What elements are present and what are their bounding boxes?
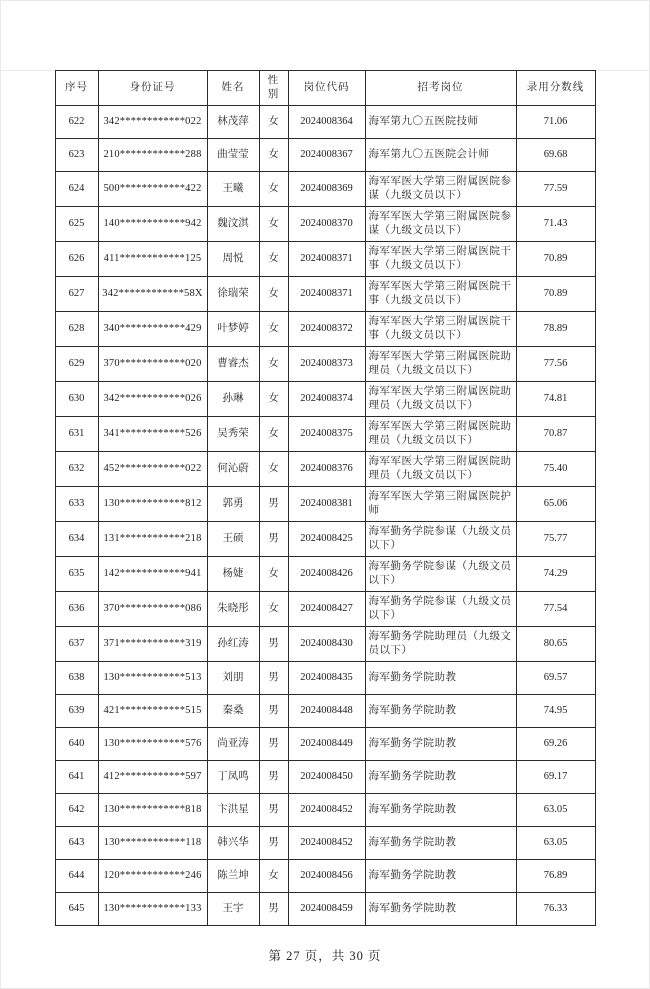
cell-index: 628 xyxy=(55,312,98,347)
cell-index: 627 xyxy=(55,277,98,312)
cell-score: 80.65 xyxy=(516,627,595,662)
cell-gender: 男 xyxy=(259,695,288,728)
cell-position: 海军军医大学第三附属医院干事（九级文员以下） xyxy=(365,277,516,312)
cell-position: 海军勤务学院助教 xyxy=(365,695,516,728)
cell-index: 638 xyxy=(55,662,98,695)
cell-gender: 女 xyxy=(259,139,288,172)
cell-score: 76.89 xyxy=(516,860,595,893)
table-row xyxy=(55,242,595,277)
cell-name: 周悦 xyxy=(207,242,259,277)
table-row xyxy=(55,487,595,522)
header-index: 序号 xyxy=(55,71,98,106)
cell-position-code: 2024008371 xyxy=(288,277,365,312)
cell-gender: 男 xyxy=(259,627,288,662)
cell-id-number: 500************422 xyxy=(98,172,207,207)
cell-position-code: 2024008426 xyxy=(288,557,365,592)
cell-id-number: 342************58X xyxy=(98,277,207,312)
table-row xyxy=(55,695,595,728)
cell-name: 韩兴华 xyxy=(207,827,259,860)
cell-index: 639 xyxy=(55,695,98,728)
cell-position-code: 2024008425 xyxy=(288,522,365,557)
cell-gender: 女 xyxy=(259,242,288,277)
cell-index: 644 xyxy=(55,860,98,893)
table-row xyxy=(55,452,595,487)
cell-position: 海军军医大学第三附属医院助理员（九级文员以下） xyxy=(365,452,516,487)
cell-position-code: 2024008435 xyxy=(288,662,365,695)
cell-index: 622 xyxy=(55,106,98,139)
table-row xyxy=(55,893,595,926)
cell-index: 635 xyxy=(55,557,98,592)
cell-id-number: 371************319 xyxy=(98,627,207,662)
cell-id-number: 342************026 xyxy=(98,382,207,417)
cell-id-number: 452************022 xyxy=(98,452,207,487)
cell-position-code: 2024008375 xyxy=(288,417,365,452)
cell-gender: 女 xyxy=(259,277,288,312)
header-score: 录用分数线 xyxy=(516,71,595,106)
header-position-code: 岗位代码 xyxy=(288,71,365,106)
table-row xyxy=(55,557,595,592)
table-body xyxy=(55,106,595,926)
header-name: 姓名 xyxy=(207,71,259,106)
cell-position: 海军勤务学院参谋（九级文员以下） xyxy=(365,557,516,592)
cell-id-number: 120************246 xyxy=(98,860,207,893)
cell-position-code: 2024008459 xyxy=(288,893,365,926)
cell-gender: 男 xyxy=(259,662,288,695)
cell-id-number: 342************022 xyxy=(98,106,207,139)
table-row xyxy=(55,347,595,382)
cell-id-number: 210************288 xyxy=(98,139,207,172)
cell-name: 王宇 xyxy=(207,893,259,926)
cell-name: 陈兰坤 xyxy=(207,860,259,893)
cell-gender: 女 xyxy=(259,207,288,242)
cell-position-code: 2024008372 xyxy=(288,312,365,347)
cell-index: 645 xyxy=(55,893,98,926)
cell-score: 63.05 xyxy=(516,794,595,827)
cell-position: 海军勤务学院助教 xyxy=(365,728,516,761)
cell-name: 秦桑 xyxy=(207,695,259,728)
cell-name: 王硕 xyxy=(207,522,259,557)
table-row xyxy=(55,417,595,452)
cell-name: 曲莹莹 xyxy=(207,139,259,172)
cell-position: 海军军医大学第三附属医院干事（九级文员以下） xyxy=(365,242,516,277)
cell-score: 77.54 xyxy=(516,592,595,627)
cell-position: 海军勤务学院助教 xyxy=(365,893,516,926)
cell-name: 郭勇 xyxy=(207,487,259,522)
cell-gender: 女 xyxy=(259,452,288,487)
cell-name: 卞洪星 xyxy=(207,794,259,827)
cell-position: 海军勤务学院参谋（九级文员以下） xyxy=(365,522,516,557)
cell-name: 刘朋 xyxy=(207,662,259,695)
cell-index: 632 xyxy=(55,452,98,487)
cell-index: 640 xyxy=(55,728,98,761)
cell-score: 78.89 xyxy=(516,312,595,347)
cell-index: 624 xyxy=(55,172,98,207)
cell-position: 海军第九〇五医院技师 xyxy=(365,106,516,139)
cell-position: 海军军医大学第三附属医院干事（九级文员以下） xyxy=(365,312,516,347)
cell-index: 634 xyxy=(55,522,98,557)
cell-gender: 女 xyxy=(259,557,288,592)
cell-gender: 女 xyxy=(259,417,288,452)
cell-score: 71.06 xyxy=(516,106,595,139)
cell-score: 76.33 xyxy=(516,893,595,926)
cell-score: 63.05 xyxy=(516,827,595,860)
cell-index: 626 xyxy=(55,242,98,277)
cell-id-number: 130************513 xyxy=(98,662,207,695)
cell-position: 海军军医大学第三附属医院参谋（九级文员以下） xyxy=(365,172,516,207)
cell-score: 77.56 xyxy=(516,347,595,382)
cell-score: 69.17 xyxy=(516,761,595,794)
cell-gender: 女 xyxy=(259,347,288,382)
cell-id-number: 370************086 xyxy=(98,592,207,627)
cell-position-code: 2024008452 xyxy=(288,827,365,860)
table-row xyxy=(55,827,595,860)
cell-id-number: 131************218 xyxy=(98,522,207,557)
cell-id-number: 140************942 xyxy=(98,207,207,242)
cell-id-number: 411************125 xyxy=(98,242,207,277)
page-number-footer: 第 27 页，共 30 页 xyxy=(268,949,382,963)
cell-gender: 女 xyxy=(259,860,288,893)
cell-position: 海军军医大学第三附属医院助理员（九级文员以下） xyxy=(365,417,516,452)
document-page xyxy=(0,70,650,989)
table-row xyxy=(55,312,595,347)
cell-name: 林茂萍 xyxy=(207,106,259,139)
table-row xyxy=(55,761,595,794)
cell-position: 海军勤务学院助教 xyxy=(365,860,516,893)
cell-position: 海军勤务学院参谋（九级文员以下） xyxy=(365,592,516,627)
cell-position-code: 2024008456 xyxy=(288,860,365,893)
cell-score: 71.43 xyxy=(516,207,595,242)
cell-id-number: 370************020 xyxy=(98,347,207,382)
cell-index: 642 xyxy=(55,794,98,827)
cell-gender: 女 xyxy=(259,106,288,139)
table-row xyxy=(55,106,595,139)
cell-position: 海军军医大学第三附属医院助理员（九级文员以下） xyxy=(365,347,516,382)
cell-gender: 男 xyxy=(259,728,288,761)
cell-position-code: 2024008427 xyxy=(288,592,365,627)
table-row xyxy=(55,860,595,893)
cell-gender: 男 xyxy=(259,522,288,557)
cell-score: 70.89 xyxy=(516,277,595,312)
cell-score: 70.87 xyxy=(516,417,595,452)
cell-gender: 男 xyxy=(259,827,288,860)
cell-index: 630 xyxy=(55,382,98,417)
cell-gender: 女 xyxy=(259,312,288,347)
cell-id-number: 130************576 xyxy=(98,728,207,761)
cell-name: 魏汶淇 xyxy=(207,207,259,242)
cell-score: 69.26 xyxy=(516,728,595,761)
cell-position-code: 2024008373 xyxy=(288,347,365,382)
table-row xyxy=(55,382,595,417)
cell-name: 徐瑞荣 xyxy=(207,277,259,312)
cell-position-code: 2024008367 xyxy=(288,139,365,172)
cell-position: 海军勤务学院助教 xyxy=(365,827,516,860)
cell-id-number: 341************526 xyxy=(98,417,207,452)
cell-position: 海军军医大学第三附属医院助理员（九级文员以下） xyxy=(365,382,516,417)
cell-name: 孙琳 xyxy=(207,382,259,417)
cell-index: 636 xyxy=(55,592,98,627)
cell-position-code: 2024008449 xyxy=(288,728,365,761)
cell-index: 631 xyxy=(55,417,98,452)
cell-score: 74.29 xyxy=(516,557,595,592)
table-row xyxy=(55,794,595,827)
cell-position-code: 2024008430 xyxy=(288,627,365,662)
cell-name: 尚亚涛 xyxy=(207,728,259,761)
cell-name: 杨婕 xyxy=(207,557,259,592)
score-table xyxy=(55,70,596,926)
cell-position: 海军第九〇五医院会计师 xyxy=(365,139,516,172)
cell-gender: 男 xyxy=(259,761,288,794)
cell-id-number: 142************941 xyxy=(98,557,207,592)
table-header-row xyxy=(55,71,595,106)
cell-gender: 男 xyxy=(259,794,288,827)
table-row xyxy=(55,627,595,662)
cell-gender: 女 xyxy=(259,592,288,627)
cell-position: 海军军医大学第三附属医院护师 xyxy=(365,487,516,522)
cell-position: 海军勤务学院助教 xyxy=(365,761,516,794)
cell-name: 朱晓彤 xyxy=(207,592,259,627)
cell-position-code: 2024008374 xyxy=(288,382,365,417)
cell-position-code: 2024008450 xyxy=(288,761,365,794)
cell-score: 74.81 xyxy=(516,382,595,417)
cell-position-code: 2024008371 xyxy=(288,242,365,277)
cell-position: 海军勤务学院助教 xyxy=(365,662,516,695)
header-id-number: 身份证号 xyxy=(98,71,207,106)
table-row xyxy=(55,207,595,242)
cell-position: 海军勤务学院助理员（九级文员以下） xyxy=(365,627,516,662)
cell-position-code: 2024008364 xyxy=(288,106,365,139)
cell-score: 69.68 xyxy=(516,139,595,172)
cell-index: 629 xyxy=(55,347,98,382)
cell-index: 637 xyxy=(55,627,98,662)
cell-position-code: 2024008452 xyxy=(288,794,365,827)
cell-position-code: 2024008381 xyxy=(288,487,365,522)
cell-score: 65.06 xyxy=(516,487,595,522)
table-row xyxy=(55,277,595,312)
cell-index: 641 xyxy=(55,761,98,794)
cell-score: 77.59 xyxy=(516,172,595,207)
cell-score: 75.77 xyxy=(516,522,595,557)
cell-gender: 男 xyxy=(259,487,288,522)
cell-score: 75.40 xyxy=(516,452,595,487)
cell-name: 王曦 xyxy=(207,172,259,207)
cell-score: 69.57 xyxy=(516,662,595,695)
cell-id-number: 130************133 xyxy=(98,893,207,926)
cell-id-number: 412************597 xyxy=(98,761,207,794)
cell-index: 633 xyxy=(55,487,98,522)
cell-id-number: 130************812 xyxy=(98,487,207,522)
cell-index: 643 xyxy=(55,827,98,860)
cell-name: 何沁蔚 xyxy=(207,452,259,487)
cell-score: 74.95 xyxy=(516,695,595,728)
table-row xyxy=(55,139,595,172)
header-gender: 性别 xyxy=(259,71,288,106)
cell-gender: 男 xyxy=(259,893,288,926)
cell-id-number: 130************118 xyxy=(98,827,207,860)
cell-position: 海军勤务学院助教 xyxy=(365,794,516,827)
table-row xyxy=(55,592,595,627)
table-row xyxy=(55,728,595,761)
cell-name: 曹睿杰 xyxy=(207,347,259,382)
cell-id-number: 340************429 xyxy=(98,312,207,347)
header-position: 招考岗位 xyxy=(365,71,516,106)
cell-position-code: 2024008376 xyxy=(288,452,365,487)
cell-position: 海军军医大学第三附属医院参谋（九级文员以下） xyxy=(365,207,516,242)
table-row xyxy=(55,172,595,207)
cell-id-number: 421************515 xyxy=(98,695,207,728)
cell-index: 625 xyxy=(55,207,98,242)
cell-gender: 女 xyxy=(259,172,288,207)
cell-position-code: 2024008448 xyxy=(288,695,365,728)
cell-name: 丁凤鸣 xyxy=(207,761,259,794)
table-row xyxy=(55,662,595,695)
cell-name: 孙红涛 xyxy=(207,627,259,662)
cell-name: 吴秀荣 xyxy=(207,417,259,452)
cell-gender: 女 xyxy=(259,382,288,417)
cell-score: 70.89 xyxy=(516,242,595,277)
table-row xyxy=(55,522,595,557)
cell-position-code: 2024008370 xyxy=(288,207,365,242)
cell-name: 叶梦婷 xyxy=(207,312,259,347)
cell-index: 623 xyxy=(55,139,98,172)
cell-position-code: 2024008369 xyxy=(288,172,365,207)
cell-id-number: 130************818 xyxy=(98,794,207,827)
